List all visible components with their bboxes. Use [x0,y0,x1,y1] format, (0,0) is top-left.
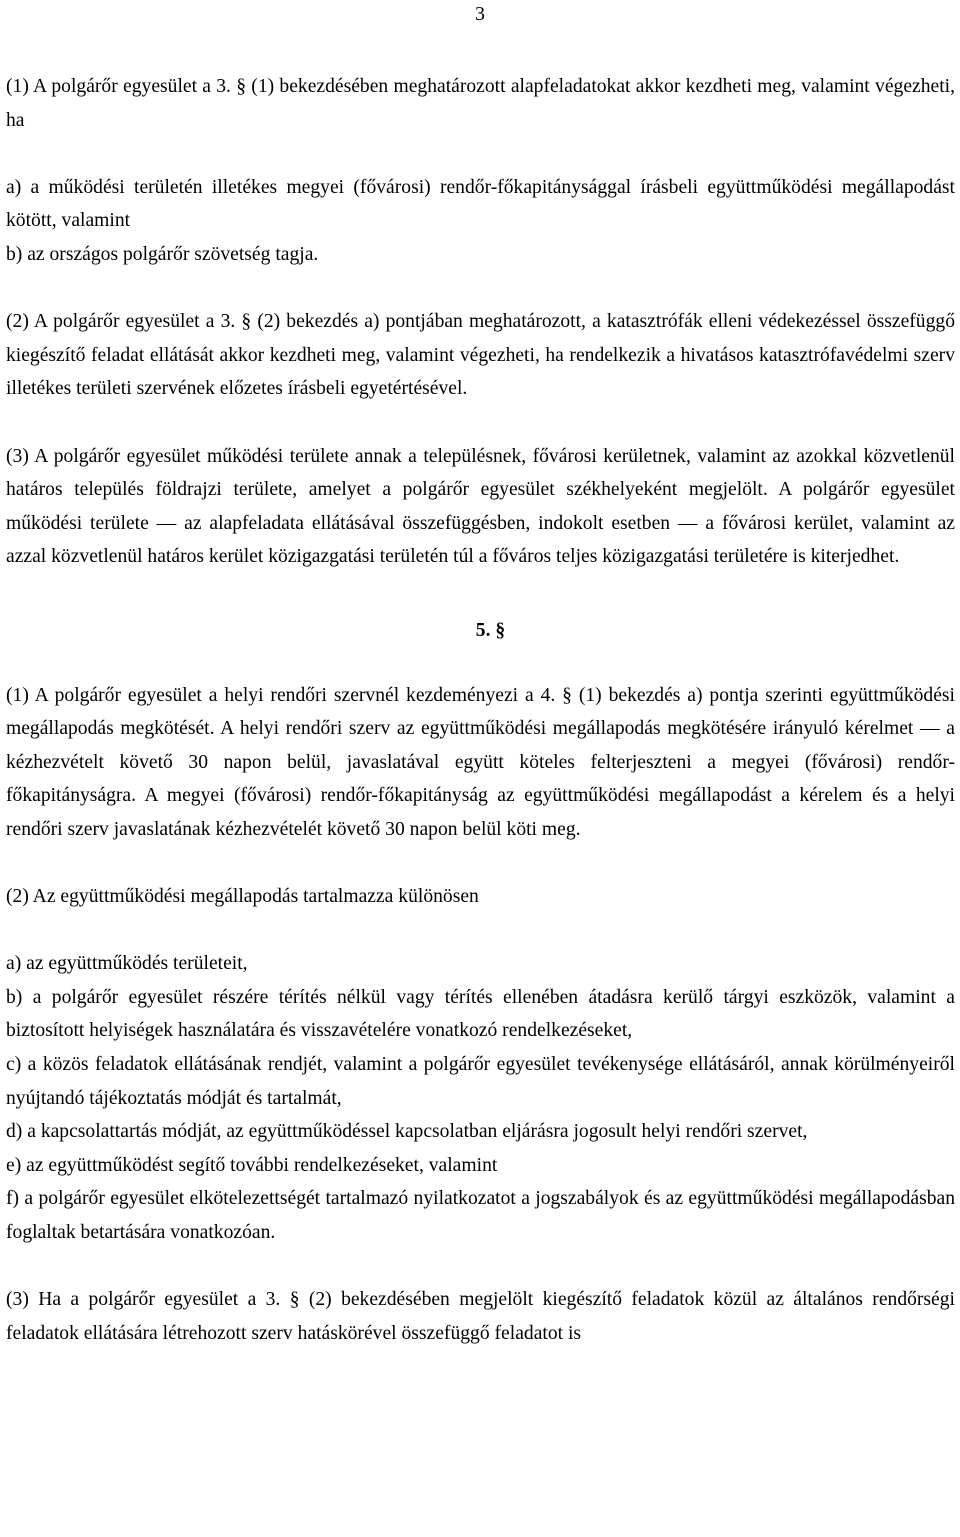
spacer [6,846,955,880]
list-item-f: f) a polgárőr egyesület elkötelezettségét tartalmazó nyilatkozatot a jogszabályok és az együttműködési megállapodásban foglaltak betartására vonatkozóan. [6,1188,955,1243]
spacer [6,272,955,306]
paragraph-4-2: (2) A polgárőr egyesület a 3. § (2) bekezdés a) pontjában meghatározott, a katasztrófák elleni védekezéssel összefüggő kiegészítő feladat ellátását akkor kezdheti meg, valamint végezheti, ha rendelkezik a hivatásos katasztrófavédelmi szerv illetékes területi szervének előzetes írásbeli egyetértésével. [6,311,955,400]
spacer [6,137,955,171]
section-heading: 5. § [475,619,506,641]
paragraph-5-1: (1) A polgárőr egyesület a helyi rendőri szervnél kezdeményezi a 4. § (1) bekezdés a) pontja szerinti együttműködési megállapodás megkötését. A helyi rendőri szerv az együttműködési megállapodás megkötésére irányuló kérelmet ― a kézhezvételt követő 30 napon belül, javaslatával együtt köteles felterjeszteni a megyei (fővárosi) rendőr-főkapitányságra. A megyei (fővárosi) rendőr-főkapitányság az együttműködési megállapodást a kérelem és a helyi rendőri szerv javaslatának kézhezvételét követő 30 napon belül köti meg. [6,684,955,840]
paragraph-4-1-b: b) az országos polgárőr szövetség tagja. [6,243,319,265]
list-item-b: b) a polgárőr egyesület részére térítés nélkül vagy térítés ellenében átadásra kerülő tárgyi eszközök, valamint a biztosított helyiségek használatára és visszavételére vonatkozó rendelkezéseket, [6,986,955,1042]
spacer [6,406,955,440]
paragraph-5-3: (3) Ha a polgárőr egyesület a 3. § (2) bekezdésében megjelölt kiegészítő feladatok közül az általános rendőrségi feladatok ellátására létrehozott szerv hatáskörével összefüggő feladatot is [6,1289,955,1344]
list-item-d: d) a kapcsolattartás módját, az együttműködéssel kapcsolatban eljárásra jogosult helyi rendőri szervet, [6,1121,808,1143]
spacer [6,648,955,679]
paragraph-4-1-intro: (1) A polgárőr egyesület a 3. § (1) bekezdésében meghatározott alapfeladatokat akkor kezdheti meg, valamint végezheti, ha [6,76,955,131]
spacer [6,574,955,614]
spacer [6,1250,955,1284]
list-item-a: a) az együttműködés területeit, [6,953,248,975]
paragraph-4-3: (3) A polgárőr egyesület működési területe annak a településnek, fővárosi kerületnek, valamint az azokkal közvetlenül határos település földrajzi területe, amelyet a polgárőr egyesület székhelyeként megjelölt. A polgárőr egyesület működési területe ― az alapfeladata ellátásával összefüggésben, indokolt esetben ― a fővárosi kerület, valamint az azzal közvetlenül határos kerület közigazgatási területén túl a főváros teljes közigazgatási területére is kiterjedhet. [6,445,955,568]
paragraph-4-1-a: a) a működési területén illetékes megyei (fővárosi) rendőr-főkapitánysággal írásbeli együttműködési megállapodást kötött, valamint [6,176,955,232]
list-item-e: e) az együttműködést segítő további rendelkezéseket, valamint [6,1154,498,1176]
page-number: 3 [475,3,485,25]
list-item-c: c) a közös feladatok ellátásának rendjét, valamint a polgárőr egyesület tevékenysége ellátásáról, annak körülményeiről nyújtandó tájékoztatás módját és tartalmát, [6,1054,955,1109]
paragraph-5-2-intro: (2) Az együttműködési megállapodás tartalmazza különösen [6,886,479,908]
document-body [6,70,955,1350]
spacer [6,914,955,948]
